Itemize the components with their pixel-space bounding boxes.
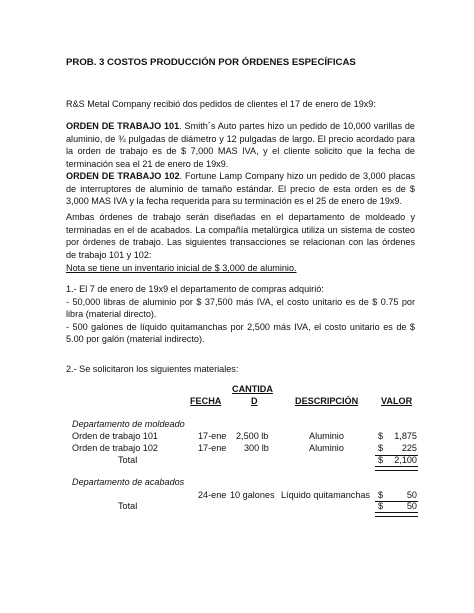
row-acabados-fecha: 24-ene [198, 490, 227, 500]
row-101-concepto: Orden de trabajo 101 [72, 431, 158, 441]
header-cantidad-line-2: D [251, 396, 258, 406]
both-orders-text: Ambas órdenes de trabajo serán diseñadas en el departamento de moldeado y terminadas en el de acabados. La compañía metalúrgica utiliza un sistema de costeo por órdenes de trabajo. Las siguientes transacciones se relacionan con las órdenes de trabajo 101 y 102: [66, 212, 415, 260]
dept-moldeado-label: Departamento de moldeado [72, 419, 185, 429]
order-101-text: . Smith´s Auto partes hizo un pedido de 10,000 varillas de aluminio, de ¾ pulgadas de diámetro y 12 pulgadas de largo. El precio acordado para la orden de trabajo es de $ 7,000 MAS IVA, y el cliente solicito que la fecha de terminación sea el 21 de enero de 19x9. [66, 121, 415, 169]
total-moldeado-valor: 2,100 [394, 455, 417, 465]
row-102-descripcion: Aluminio [309, 443, 344, 453]
header-cantidad-line-1: CANTIDA [232, 384, 273, 394]
header-fecha: FECHA [190, 396, 222, 406]
inventory-note: Nota se tiene un inventario inicial de $ 3,000 de aluminio. [66, 263, 297, 273]
intro-paragraph [66, 98, 415, 111]
order-102-text: . Fortune Lamp Company hizo un pedido de 3,000 placas de interruptores de aluminio de tamaño estándar. El precio de esta orden es de $ 3,000 MAS IVA y la fecha requerida para su terminación es el 25 de enero de 19x9. [66, 171, 415, 207]
row-acabados-descripcion: Líquido quitamanchas [281, 490, 370, 500]
total-acabados-label: Total [118, 501, 138, 511]
item-2-paragraph [66, 363, 415, 376]
item-1-paragraph [66, 283, 415, 346]
total-acabados-currency: $ [378, 501, 384, 511]
total-moldeado-currency: $ [378, 455, 384, 465]
order-101-paragraph [66, 120, 415, 170]
intro-text: R&S Metal Company recibió dos pedidos de clientes el 17 de enero de 19x9: [66, 99, 376, 109]
order-101-label: ORDEN DE TRABAJO 101 [66, 121, 180, 131]
row-101-fecha: 17-ene [198, 431, 227, 441]
total-moldeado-label: Total [118, 455, 138, 465]
row-101-currency: $ [378, 431, 384, 441]
total-moldeado-double-rule [375, 466, 418, 471]
row-acabados-cantidad: 10 galones [230, 490, 275, 500]
row-acabados-currency: $ [378, 490, 384, 500]
note-paragraph [66, 262, 415, 275]
item-1-line-3: - 500 galones de líquido quitamanchas por 2,500 más IVA, el costo unitario es de $ 5.00 por galón (material indirecto). [66, 321, 415, 345]
row-acabados-valor: 50 [406, 490, 417, 500]
total-acabados-valor: 50 [406, 501, 417, 511]
order-102-paragraph [66, 170, 415, 208]
item-1-line-1: 1.- El 7 de enero de 19x9 el departamento de compras adquirió: [66, 284, 324, 294]
item-1-line-2: - 50,000 libras de aluminio por $ 37,500 más IVA, el costo unitario es de $ 0.75 por libra (material directo). [66, 296, 415, 320]
row-101-descripcion: Aluminio [309, 431, 344, 441]
row-101-cantidad: 2,500 lb [236, 431, 269, 441]
header-descripcion: DESCRIPCIÓN [295, 396, 359, 406]
item-2-text: 2.- Se solicitaron los siguientes materiales: [66, 364, 239, 374]
header-valor: VALOR [381, 396, 413, 406]
row-102-fecha: 17-ene [198, 443, 227, 453]
document-title: PROB. 3 COSTOS PRODUCCIÓN POR ÓRDENES ESPECÍFICAS [66, 57, 356, 68]
row-101-valor: 1,875 [394, 431, 417, 441]
both-orders-paragraph [66, 211, 415, 261]
row-102-valor: 225 [401, 443, 417, 453]
row-102-cantidad: 300 lb [244, 443, 269, 453]
row-102-concepto: Orden de trabajo 102 [72, 443, 158, 453]
total-acabados-double-rule [375, 512, 418, 517]
dept-acabados-label: Departamento de acabados [72, 477, 185, 487]
order-102-label: ORDEN DE TRABAJO 102 [66, 171, 180, 181]
row-102-currency: $ [378, 443, 384, 453]
